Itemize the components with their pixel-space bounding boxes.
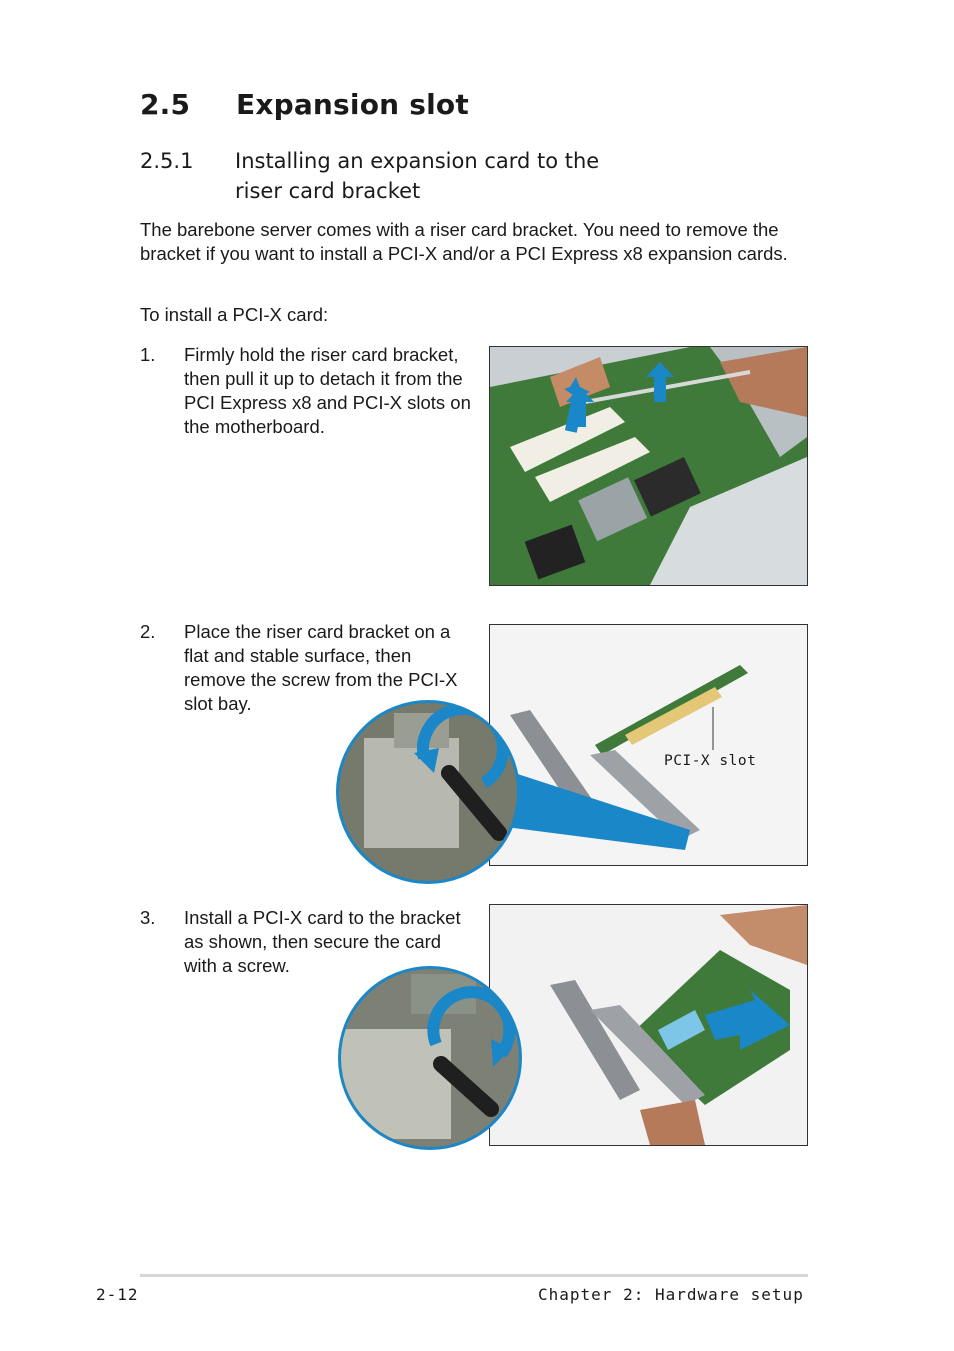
pci-x-slot-callout: PCI-X slot: [664, 753, 757, 769]
figure-2-inset: [336, 700, 520, 884]
subsection-title-line1: Installing an expansion card to the: [235, 149, 600, 173]
section-number: 2.5: [140, 88, 191, 121]
step-number: 1.: [140, 344, 156, 365]
step-text: Install a PCI-X card to the bracket as shown, then secure the card with a screw.: [184, 907, 461, 976]
subsection-number: 2.5.1: [140, 149, 194, 173]
screw-securing-illustration: [341, 969, 519, 1147]
subsection-title-line2: riser card bracket: [235, 179, 421, 203]
step-text: Firmly hold the riser card bracket, then pull it up to detach it from the PCI Express x8 and PCI-X slots on the motherboard.: [184, 344, 471, 437]
intro-paragraph: The barebone server comes with a riser card bracket. You need to remove the bracket if you want to install a PCI-X and/or a PCI Express x8 expansion cards.: [140, 219, 788, 264]
motherboard-illustration: [490, 347, 807, 585]
chapter-title: Chapter 2: Hardware setup: [538, 1285, 804, 1304]
figure-1-photo: [489, 346, 808, 586]
page-number: 2-12: [96, 1285, 139, 1304]
section-heading: [140, 88, 469, 121]
screw-removal-illustration: [339, 703, 517, 881]
figure-2-photo: [489, 624, 808, 866]
lead-paragraph: To install a PCI-X card:: [140, 304, 329, 325]
riser-bracket-illustration: [490, 625, 807, 865]
step-number: 3.: [140, 907, 156, 928]
step-text: Place the riser card bracket on a flat and stable surface, then remove the screw from the PCI-X slot bay.: [184, 621, 458, 714]
figure-3-inset: [338, 966, 522, 1150]
figure-3-photo: [489, 904, 808, 1146]
footer-divider: [140, 1274, 808, 1277]
section-title: Expansion slot: [236, 88, 469, 121]
step-number: 2.: [140, 621, 156, 642]
card-install-illustration: [490, 905, 807, 1145]
